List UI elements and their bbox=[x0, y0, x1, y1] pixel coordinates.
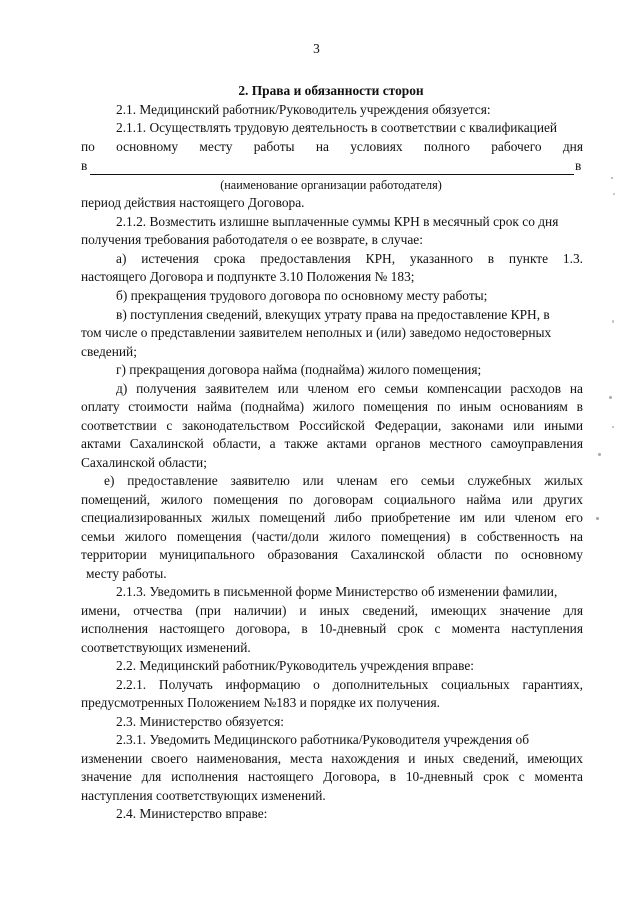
clause-2-3-1-line1: 2.3.1. Уведомить Медицинского работника/Руководителя учреждения об bbox=[116, 732, 530, 747]
clause-2-2-1-line2: предусмотренных Положением №183 и порядке их получения. bbox=[81, 695, 440, 710]
clause-2-3: 2.3. Министерство обязуется: bbox=[116, 714, 284, 729]
item-v-line2: том числе о представлении заявителем неполных и (или) заведомо недостоверных bbox=[81, 325, 552, 340]
clause-2-2-1-line1: 2.2.1. Получать информацию о дополнительных социальных гарантиях, bbox=[116, 677, 583, 692]
page-number: 3 bbox=[313, 41, 320, 56]
scan-speck bbox=[611, 177, 613, 179]
clause-2-1-3-line2: имени, отчества (при наличии) и иных сведений, имеющих значение для bbox=[81, 603, 583, 618]
scan-speck bbox=[613, 193, 615, 195]
scan-speck bbox=[598, 453, 601, 456]
item-g: г) прекращения договора найма (поднайма) жилого помещения; bbox=[116, 362, 482, 377]
clause-2-4: 2.4. Министерство вправе: bbox=[116, 806, 268, 821]
item-v-line1: в) поступления сведений, влекущих утрату права на предоставление КРН, в bbox=[116, 307, 550, 322]
item-b: б) прекращения трудового договора по основному месту работы; bbox=[116, 288, 488, 303]
employer-name-caption: (наименование организации работодателя) bbox=[220, 178, 442, 192]
item-v-line3: сведений; bbox=[81, 344, 137, 359]
clause-2-1-3-line1: 2.1.3. Уведомить в письменной форме Министерство об изменении фамилии, bbox=[116, 584, 558, 599]
item-e-line4: семьи жилого помещения (части/доли жилого помещения) в собственность на bbox=[81, 529, 583, 544]
clause-2-1-3-line3: исполнения настоящего договора, в 10-дневный срок с момента наступления bbox=[81, 621, 583, 636]
item-e-line1: е) предоставление заявителю или членам его семьи служебных жилых bbox=[104, 473, 583, 488]
clause-2-1-1-line1: 2.1.1. Осуществлять трудовую деятельность в соответствии с квалификацией bbox=[116, 120, 558, 135]
clause-2-1-1-suffix: в bbox=[575, 158, 582, 173]
item-d-line4: актами Сахалинской области, а также актами органов местного самоуправления bbox=[81, 436, 583, 451]
clause-2-1-2-line2: получения требования работодателя о ее возврате, в случае: bbox=[81, 232, 423, 247]
clause-2-1-1-line2: по основному месту работы на условиях полного рабочего дня bbox=[81, 139, 583, 154]
item-e-line2: помещений, жилого помещения по договорам социального найма или других bbox=[81, 492, 583, 507]
clause-2-1-1-prefix: в bbox=[81, 158, 88, 173]
clause-2-3-1-line3: значение для исполнения настоящего Договора, в 10-дневный срок с момента bbox=[81, 769, 583, 784]
item-a-line1: а) истечения срока предоставления КРН, указанного в пункте 1.3. bbox=[116, 251, 583, 266]
clause-2-2: 2.2. Медицинский работник/Руководитель учреждения вправе: bbox=[116, 658, 474, 673]
clause-2-1: 2.1. Медицинский работник/Руководитель учреждения обязуется: bbox=[116, 102, 491, 117]
item-a-line2: настоящего Договора и подпункте 3.10 Положения № 183; bbox=[81, 269, 415, 284]
item-d-line1: д) получения заявителем или членом его семьи компенсации расходов на bbox=[116, 381, 583, 396]
item-d-line2: оплату стоимости найма (поднайма) жилого помещения по иным основаниям в bbox=[81, 399, 583, 414]
scan-speck bbox=[612, 426, 614, 428]
item-e-line6: месту работы. bbox=[86, 566, 167, 581]
scan-speck bbox=[612, 320, 614, 323]
section-title: 2. Права и обязанности сторон bbox=[238, 83, 424, 98]
item-e-line5: территории муниципального образования Сахалинской области по основному bbox=[81, 547, 583, 562]
clause-2-1-2-line1: 2.1.2. Возместить излишне выплаченные суммы КРН в месячный срок со дня bbox=[116, 214, 559, 229]
clause-2-1-1-line3: период действия настоящего Договора. bbox=[81, 195, 305, 210]
scan-speck bbox=[609, 396, 612, 399]
item-d-line5: Сахалинской области; bbox=[81, 455, 207, 470]
scan-speck bbox=[596, 517, 599, 520]
clause-2-3-1-line4: наступления соответствующих изменений. bbox=[81, 788, 326, 803]
clause-2-3-1-line2: изменении своего наименования, места нахождения и иных сведений, имеющих bbox=[81, 751, 583, 766]
clause-2-1-3-line4: соответствующих изменений. bbox=[81, 640, 251, 655]
item-e-line3: специализированных жилых помещений либо приобретение им или членом его bbox=[81, 510, 583, 525]
item-d-line3: соответствии с законодательством Российской Федерации, законами или иными bbox=[81, 418, 583, 433]
employer-name-blank bbox=[90, 174, 574, 175]
